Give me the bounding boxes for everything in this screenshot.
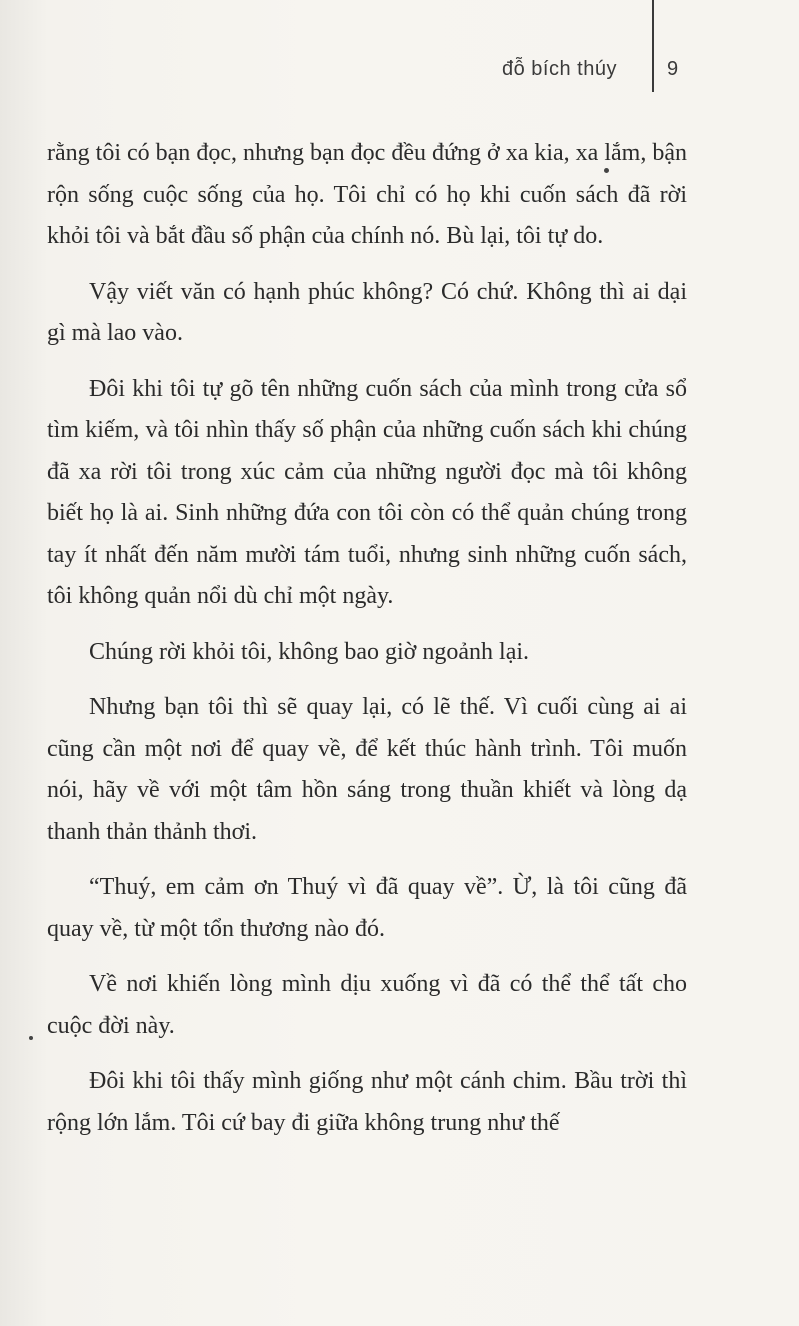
paragraph: Chúng rời khỏi tôi, không bao giờ ngoảnh lại.	[89, 638, 530, 665]
paragraph: rằng tôi có bạn đọc, nhưng bạn đọc đều đứng ở xa kia, xa lắm, bận rộn sống cuộc sống của họ. Tôi chỉ có họ khi cuốn sách đã rời khỏi tôi và bắt đầu số phận của chính nó. Bù lại, tôi tự do.	[47, 140, 687, 249]
body-text	[47, 133, 687, 1158]
paragraph: Nhưng bạn tôi thì sẽ quay lại, có lẽ thế. Vì cuối cùng ai ai cũng cần một nơi để quay về, để kết thúc hành trình. Tôi muốn nói, hãy về với một tâm hồn sáng trong thuần khiết và lòng dạ thanh thản thảnh thơi.	[47, 694, 687, 845]
paragraph: Đôi khi tôi thấy mình giống như một cánh chim. Bầu trời thì rộng lớn lắm. Tôi cứ bay đi giữa không trung như thế	[47, 1068, 687, 1136]
running-header-author: đỗ bích thúy	[502, 58, 617, 80]
header-divider-line	[652, 0, 654, 92]
paragraph: Vậy viết văn có hạnh phúc không? Có chứ. Không thì ai dại gì mà lao vào.	[47, 278, 687, 346]
paragraph: Đôi khi tôi tự gõ tên những cuốn sách của mình trong cửa sổ tìm kiếm, và tôi nhìn thấy số phận của những cuốn sách khi chúng đã xa rời tôi trong xúc cảm của những người đọc mà tôi không biết họ là ai. Sinh những đứa con tôi còn có thể quản chúng trong tay ít nhất đến năm mười tám tuổi, nhưng sinh những cuốn sách, tôi không quản nổi dù chỉ một ngày.	[47, 375, 687, 609]
page-number: 9	[667, 58, 679, 80]
ink-speck	[604, 168, 609, 173]
paragraph: Về nơi khiến lòng mình dịu xuống vì đã có thể thể tất cho cuộc đời này.	[47, 971, 687, 1039]
ink-speck	[29, 1036, 33, 1040]
paragraph: “Thuý, em cảm ơn Thuý vì đã quay về”. Ừ, là tôi cũng đã quay về, từ một tổn thương nào đó.	[47, 874, 687, 942]
